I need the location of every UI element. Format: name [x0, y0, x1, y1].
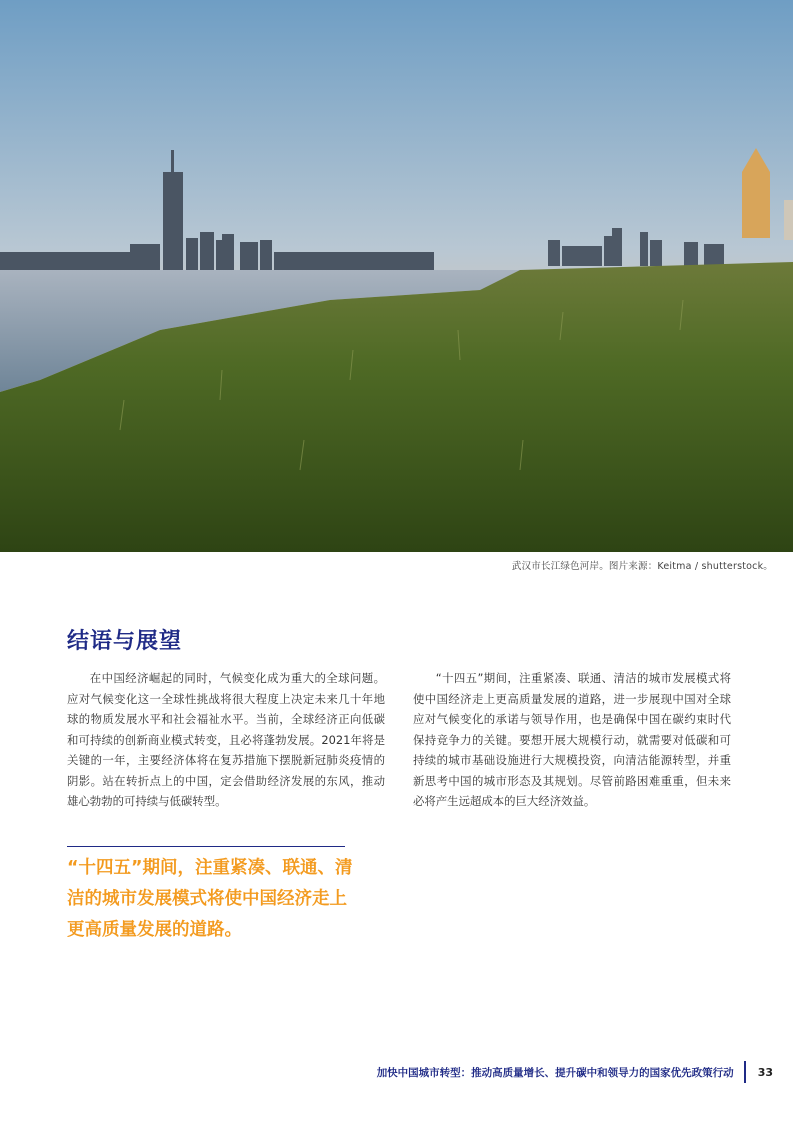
footer-report-title: 加快中国城市转型：推动高质量增长、提升碳中和领导力的国家优先政策行动: [376, 1066, 734, 1079]
body-paragraph: 在中国经济崛起的同时，气候变化成为重大的全球问题。应对气候变化这一全球性挑战将很大程度上决定未来几十年地球的物质发展水平和社会福祉水平。当前，全球经济正向低碳和可持续的创新商业模式转变，且必将蓬勃发展。2021年将是关键的一年，主要经济体将在复苏措施下摆脱新冠肺炎疫情的阴影。站在转折点上的中国，定会借助经济发展的东风，推动雄心勃勃的可持续与低碳转型。: [67, 671, 385, 808]
footer-divider: [744, 1061, 746, 1083]
page-footer: [377, 1061, 773, 1083]
pull-quote: “十四五”期间，注重紧凑、联通、清洁的城市发展模式将使中国经济走上更高质量发展的道路。: [67, 858, 353, 940]
riverside-skyline-photo: [0, 0, 793, 552]
pull-quote-rule: [67, 846, 345, 847]
body-paragraph: “十四五”期间，注重紧凑、联通、清洁的城市发展模式将使中国经济走上更高质量发展的道路，进一步展现中国对全球应对气候变化的承诺与领导作用，也是确保中国在碳约束时代保持竞争力的关键。要想开展大规模行动，就需要对低碳和可持续的城市基础设施进行大规模投资，向清洁能源转型，并重新思考中国的城市形态及其规划。尽管前路困难重重，但未来必将产生远超成本的巨大经济效益。: [413, 671, 731, 808]
photo-caption: 武汉市长江绿色河岸。图片来源：Keitma / shutterstock。: [511, 561, 773, 572]
left-column: [67, 668, 385, 812]
right-column: [413, 668, 731, 812]
section-title: 结语与展望: [67, 629, 183, 654]
page-number: 33: [757, 1065, 773, 1079]
